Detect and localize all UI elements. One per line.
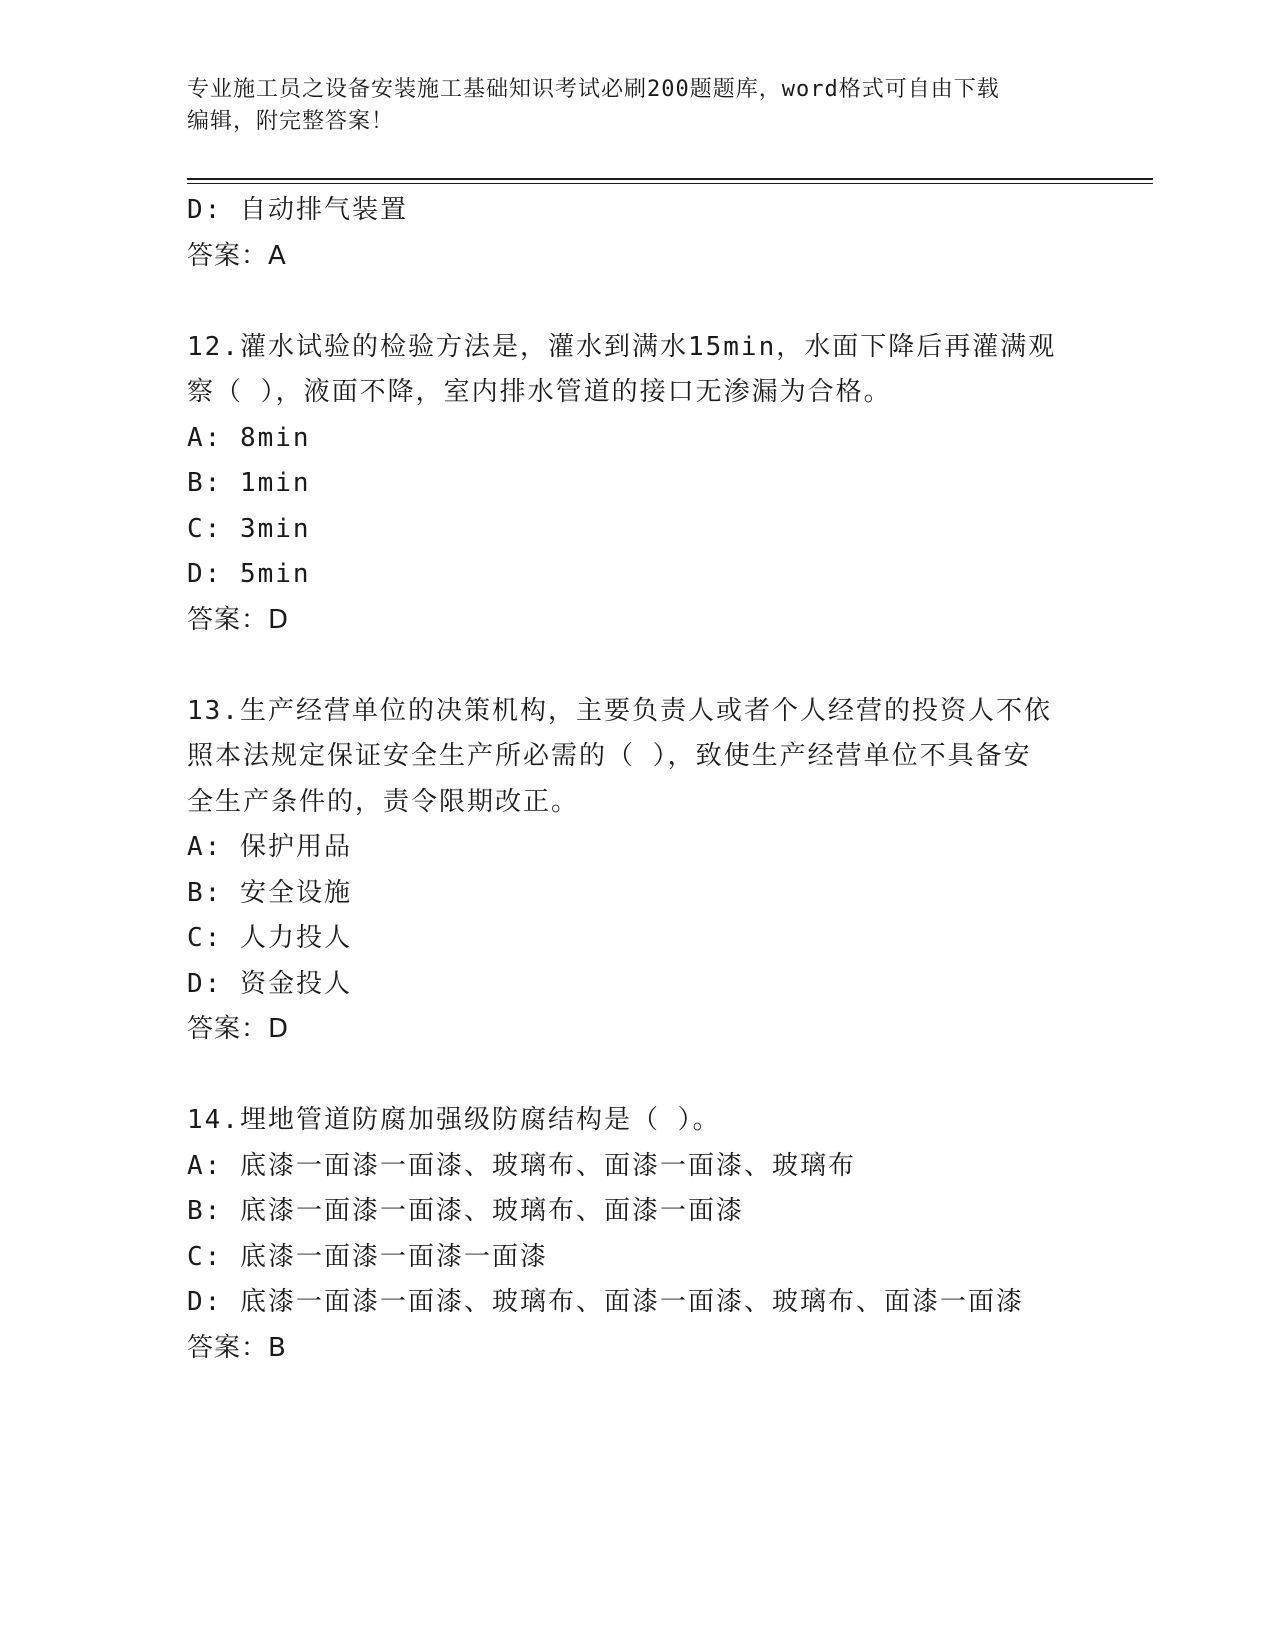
question-12-text-line-1: 12.灌水试验的检验方法是，灌水到满水15min，水面下降后再灌满观 (187, 331, 1057, 362)
question-13-answer: 答案：D (187, 1014, 290, 1044)
question-13-text-line-2: 照本法规定保证安全生产所必需的（ ），致使生产经营单位不具备安 (187, 741, 1032, 771)
question-13-option-d: D: 资金投人 (187, 968, 352, 999)
question-14-answer: 答案：B (187, 1332, 287, 1363)
question-13-text-line-3: 全生产条件的，责令限期改正。 (187, 786, 580, 817)
question-content (187, 188, 1087, 1371)
question-12-option-c: C: 3min (187, 513, 311, 544)
spacer (187, 279, 1087, 325)
document-header (187, 74, 1087, 138)
question-12-option-d: D: 5min (187, 559, 311, 589)
spacer (187, 1053, 1087, 1099)
header-title-line-2: 编辑，附完整答案！ (187, 109, 395, 134)
question-14-option-b: B: 底漆一面漆一面漆、玻璃布、面漆一面漆 (187, 1196, 744, 1226)
question-12-option-a: A: 8min (187, 422, 311, 453)
question-14-option-d: D: 底漆一面漆一面漆、玻璃布、面漆一面漆、玻璃布、面漆一面漆 (187, 1287, 1024, 1317)
question-12 (187, 325, 1087, 644)
question-13-option-c: C: 人力投人 (187, 923, 352, 953)
prev-question-answer: 答案：A (187, 240, 287, 271)
question-14-option-a: A: 底漆一面漆一面漆、玻璃布、面漆一面漆、玻璃布 (187, 1150, 856, 1181)
header-divider-thick (187, 178, 1153, 180)
question-14-text-line-1: 14.埋地管道防腐加强级防腐结构是（ ）。 (187, 1105, 721, 1135)
question-12-option-b: B: 1min (187, 468, 311, 498)
question-12-answer: 答案：D (187, 604, 290, 635)
spacer (187, 643, 1087, 689)
question-13-text-line-1: 13.生产经营单位的决策机构，主要负责人或者个人经营的投资人不依 (187, 695, 1052, 726)
question-14 (187, 1098, 1087, 1371)
question-14-option-c: C: 底漆一面漆一面漆一面漆 (187, 1241, 548, 1272)
header-divider-thin (187, 183, 1153, 184)
question-12-text-line-2: 察（ ），液面不降，室内排水管道的接口无渗漏为合格。 (187, 377, 892, 407)
question-13 (187, 689, 1087, 1053)
header-title-line-1: 专业施工员之设备安装施工基础知识考试必刷200题题库，word格式可自由下载 (187, 77, 1000, 102)
question-13-option-a: A: 保护用品 (187, 832, 352, 862)
prev-question-option-d: D: 自动排气装置 (187, 195, 408, 225)
question-13-option-b: B: 安全设施 (187, 877, 352, 908)
